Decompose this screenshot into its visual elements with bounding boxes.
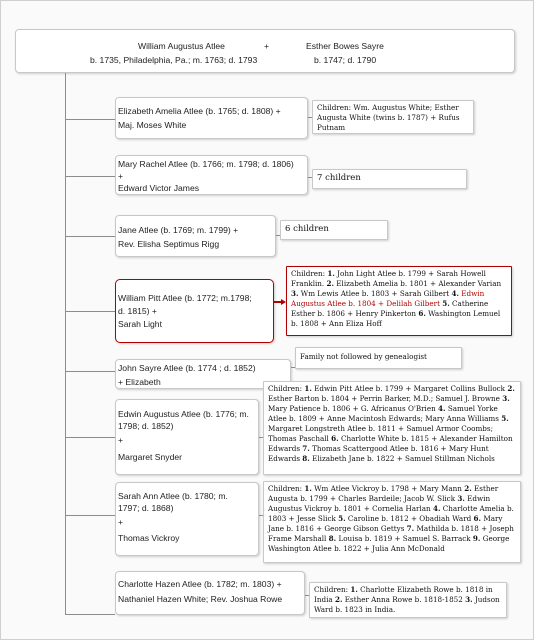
note-fragment: Charlotte White b. 1815 + Alexander Hamilton Edwards	[268, 434, 513, 453]
note-fragment: Caroline b. 1812 + Obadiah Ward	[345, 514, 474, 523]
branch-connector	[65, 515, 115, 516]
child-name-line: Edwin Augustus Atlee (b. 1776; m.	[118, 409, 249, 419]
children-note-john-sayre: Family not followed by genealogist	[295, 347, 462, 369]
note-fragment: 1.	[327, 269, 335, 278]
note-text	[314, 585, 500, 614]
note-fragment: 7.	[302, 444, 310, 453]
note-fragment: Thomas Scattergood Atlee b. 1816 + Mary Hunt Edwards	[268, 444, 489, 463]
children-note-elizabeth-amelia: Children: Wm. Augustus White; Esther Augusta White (twins b. 1787) + Rufus Putnam	[312, 100, 474, 134]
note-fragment: George Washington Atlee b. 1822 + Julia Ann McDonald	[268, 534, 510, 553]
note-fragment: Mathilda b. 1818 + Joseph Frame Marshall	[268, 524, 514, 543]
note-fragment: 6.	[331, 434, 339, 443]
children-note-william-pitt	[286, 266, 512, 336]
note-fragment: 3.	[465, 595, 473, 604]
child-box-charlotte-hazen	[115, 571, 305, 615]
note-fragment: Children:	[291, 269, 328, 278]
note-text	[268, 384, 515, 463]
note-fragment: Wm Lewis Atlee b. 1803 + Sarah Gilbert	[298, 289, 452, 298]
note-fragment: Children:	[268, 384, 305, 393]
root-couple-box	[15, 29, 515, 73]
note-fragment: Catherine Esther b. 1806 + Henry Pinkerton	[291, 299, 489, 318]
note-fragment: 5.	[442, 299, 450, 308]
note-fragment: 6.	[418, 309, 426, 318]
child-spouse-line: Nathaniel Hazen White; Rev. Joshua Rowe	[118, 594, 283, 604]
note-fragment: 5.	[338, 514, 346, 523]
child-box-mary-rachel	[115, 155, 308, 195]
note-fragment: Charlotte Elizabeth Rowe b. 1818 in India	[314, 585, 493, 604]
child-name-line: Sarah Ann Atlee (b. 1780; m.	[118, 491, 228, 501]
root-person1-name: William Augustus Atlee	[138, 41, 225, 51]
note-fragment: Judson Ward b. 1823 in India.	[314, 595, 500, 614]
note-fragment: 2.	[507, 384, 515, 393]
child-spouse-line: Rev. Elisha Septimus Rigg	[118, 239, 220, 249]
note-fragment: Edwin Augustus Vickroy b. 1801 + Cornelia Harlan	[268, 494, 491, 513]
children-note-mary-rachel: 7 children	[312, 169, 467, 189]
note-fragment: Charlotte Amelia b. 1803 + Jesse Slick	[268, 504, 514, 523]
child-box-william-pitt	[115, 279, 274, 343]
child-name-line: John Sayre Atlee (b. 1774 ; d. 1852)	[118, 363, 256, 373]
children-note-charlotte-hazen	[309, 582, 507, 618]
child-box-elizabeth-amelia	[115, 97, 308, 139]
branch-connector	[65, 371, 115, 372]
note-fragment: Mary Jane b. 1816 + George Gibson Gettys	[268, 514, 503, 533]
note-fragment: 9.	[472, 534, 481, 543]
root-plus: +	[264, 41, 270, 51]
child-name-line: Charlotte Hazen Atlee (b. 1782; m. 1803) +	[118, 579, 282, 589]
child-dates-line: d. 1815) +	[118, 306, 157, 316]
child-spouse-line: Sarah Light	[118, 319, 162, 329]
child-dates-line: 1797; d. 1868)	[118, 503, 174, 513]
note-fragment: Washington Lemuel b. 1808 + Ann Eliza Hoff	[291, 309, 501, 328]
note-fragment: 2.	[464, 484, 472, 493]
child-name-line: Jane Atlee (b. 1769; m. 1799) +	[118, 225, 239, 235]
child-spouse-line: Maj. Moses White	[118, 120, 187, 130]
note-fragment: 4.	[438, 404, 446, 413]
note-fragment: 2.	[334, 595, 343, 604]
note-fragment: Children:	[268, 484, 305, 493]
children-note-jane: 6 children	[280, 220, 388, 240]
note-fragment: Samuel Yorke Atlee b. 1809 + Anne Macintosh Edwards; Mary Anna Williams	[268, 404, 502, 423]
root-person2-dates: b. 1747; d. 1790	[314, 55, 377, 65]
note-fragment: 8.	[328, 534, 337, 543]
note-fragment: 8.	[302, 454, 310, 463]
root-person1-dates: b. 1735, Philadelphia, Pa.; m. 1763; d. 1793	[90, 55, 258, 65]
child-spouse-line: Thomas Vickroy	[118, 533, 180, 543]
child-dates-line: 1798; d. 1852)	[118, 421, 174, 431]
note-fragment: Elizabeth Amelia b. 1801 + Alexander Varian	[334, 279, 502, 288]
note-fragment: Edwin Pitt Atlee b. 1799 + Margaret Collins Bullock	[311, 384, 508, 393]
note-fragment: Mary Patience b. 1806 + G. Africanus O'Brien	[268, 404, 439, 413]
child-spouse-line: Margaret Snyder	[118, 452, 183, 462]
note-fragment: Louisa b. 1819 + Samuel S. Barrack	[336, 534, 473, 543]
note-fragment: Edwin Augustus Atlee b. 1804 + Delilah Gilbert	[291, 289, 485, 308]
note-fragment: 3.	[502, 394, 510, 403]
child-name-line: William Pitt Atlee (b. 1772; m.1798;	[118, 293, 252, 303]
child-box-edwin-augustus	[115, 399, 259, 475]
note-fragment: 1.	[304, 484, 312, 493]
children-note-sarah-ann	[263, 481, 521, 563]
child-plus-line: +	[118, 517, 124, 527]
note-fragment: 6.	[473, 514, 482, 523]
child-plus-line: +	[118, 171, 124, 181]
branch-connector	[65, 119, 115, 120]
note-fragment: 3.	[291, 289, 299, 298]
note-fragment: 4.	[451, 289, 459, 298]
branch-connector	[65, 176, 115, 177]
branch-connector	[65, 437, 115, 438]
note-fragment: 2.	[326, 279, 335, 288]
note-fragment: Wm Atlee Vickroy b. 1798 + Mary Mann	[311, 484, 465, 493]
child-name-line: Elizabeth Amelia Atlee (b. 1765; d. 1808) +	[118, 106, 281, 116]
child-name-line: Mary Rachel Atlee (b. 1766; m. 1798; d. 1806)	[118, 159, 294, 169]
note-text	[268, 484, 514, 553]
root-person2-name: Esther Bowes Sayre	[306, 41, 384, 51]
note-fragment: Margaret Longstreth Atlee b. 1811 + Samuel Armor Coombs; Thomas Paschall	[268, 424, 493, 443]
children-note-edwin-augustus	[263, 381, 521, 475]
note-fragment: Children:	[314, 585, 351, 594]
note-fragment: 7.	[406, 524, 415, 533]
note-fragment: Esther Barton b. 1804 + Perrin Barker, M.D.; Samuel J. Browne	[268, 394, 503, 403]
child-spouse-line: + Elizabeth	[118, 377, 161, 387]
note-fragment: Esther Anna Rowe b. 1818-1852	[342, 595, 466, 604]
child-box-sarah-ann	[115, 482, 259, 556]
note-fragment: 1.	[304, 384, 312, 393]
child-plus-line: +	[118, 435, 124, 445]
child-spouse-line: Edward Victor James	[118, 183, 200, 193]
note-fragment: 1.	[350, 585, 358, 594]
branch-connector	[65, 311, 115, 312]
note-fragment: Elizabeth Jane b. 1822 + Samuel Stillman Nichols	[309, 454, 495, 463]
note-fragment: 3.	[457, 494, 465, 503]
note-fragment: 5.	[501, 414, 509, 423]
note-fragment: John Light Atlee b. 1799 + Sarah Howell Franklin.	[291, 269, 486, 288]
child-box-jane	[115, 215, 276, 257]
note-fragment: Esther Augusta b. 1799 + Charles Bardeile; Jacob W. Slick	[268, 484, 499, 503]
trunk-connector	[65, 73, 66, 614]
branch-connector	[65, 614, 115, 615]
branch-connector	[65, 236, 115, 237]
note-text	[291, 269, 501, 328]
note-fragment: 4.	[432, 504, 441, 513]
